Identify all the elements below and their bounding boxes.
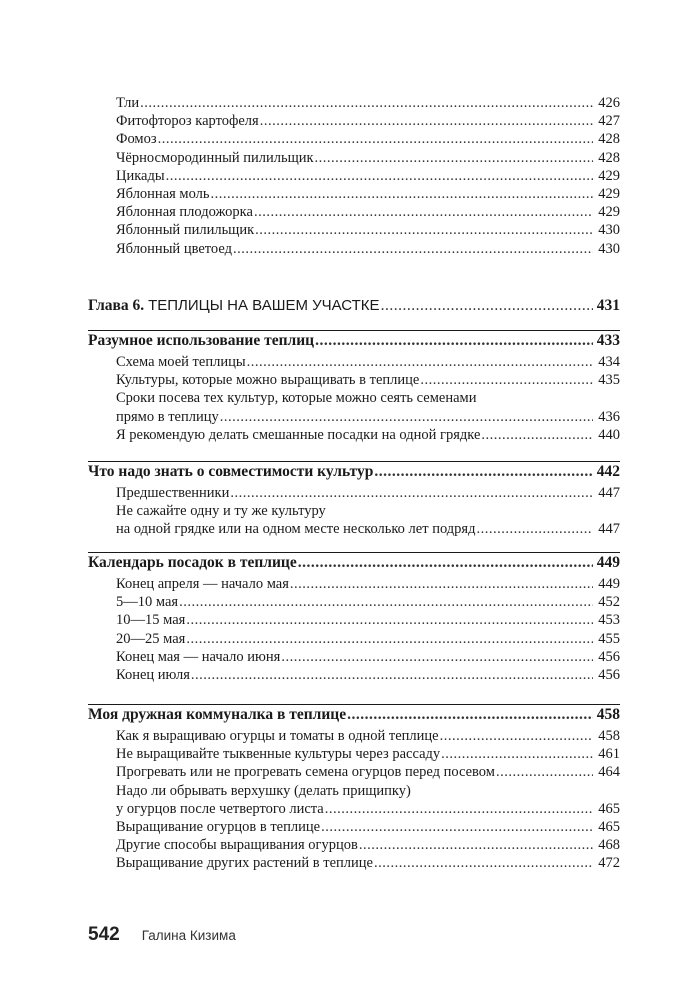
entry-title: Как я выращиваю огурцы и томаты в одной теплице xyxy=(116,728,439,744)
leader-dots xyxy=(315,331,593,351)
entry-page: 461 xyxy=(598,746,620,763)
section-title: Что надо знать о совместимости культур xyxy=(88,463,374,480)
toc-section xyxy=(88,331,620,444)
entry-page: 447 xyxy=(598,485,620,501)
leader-dots xyxy=(230,484,593,502)
leader-dots xyxy=(420,371,593,389)
entry-page: 430 xyxy=(598,240,620,257)
toc-entry[interactable] xyxy=(88,149,620,167)
entry-title: Конец апреля — начало мая xyxy=(116,576,289,592)
entry-title: Конец мая — начало июня xyxy=(116,648,281,665)
section-page: 449 xyxy=(596,554,620,571)
pest-entries xyxy=(88,94,620,258)
entry-page: 456 xyxy=(598,648,620,665)
toc-entry[interactable] xyxy=(88,130,620,148)
entry-page: 465 xyxy=(598,800,620,817)
toc-entry[interactable] xyxy=(88,484,620,502)
entry-first-line: Надо ли обрывать верхушку (делать прищипку) xyxy=(116,782,411,799)
toc-entry[interactable] xyxy=(88,745,620,763)
leader-dots xyxy=(381,296,593,316)
entry-page: 449 xyxy=(598,576,620,592)
entry-title: Яблонный пилильщик xyxy=(116,222,255,239)
entry-page: 430 xyxy=(598,222,620,239)
chapter-title: ТЕПЛИЦЫ НА ВАШЕМ УЧАСТКЕ xyxy=(148,297,380,314)
entry-title: 10—15 мая xyxy=(116,612,186,629)
leader-dots xyxy=(325,800,593,818)
leader-dots xyxy=(247,353,593,371)
leader-dots xyxy=(440,727,593,745)
section-heading[interactable] xyxy=(88,331,620,351)
entry-page: 472 xyxy=(598,855,620,872)
section-title: Календарь посадок в теплице xyxy=(88,554,297,571)
author-name: Галина Кизима xyxy=(141,928,236,943)
entry-page: 429 xyxy=(598,204,620,221)
toc-entry[interactable] xyxy=(88,167,620,185)
entry-title: Яблонная плодожорка xyxy=(116,204,253,221)
entry-page: 447 xyxy=(598,521,620,538)
entry-title: 20—25 мая xyxy=(116,630,186,647)
entry-title: 5—10 мая xyxy=(116,594,179,611)
entry-page: 468 xyxy=(598,837,620,854)
entry-page: 458 xyxy=(598,728,620,744)
entry-title: Выращивание огурцов в теплице xyxy=(116,819,321,836)
entry-page: 455 xyxy=(598,630,620,647)
leader-dots xyxy=(220,408,593,426)
entry-page: 429 xyxy=(598,167,620,184)
chapter-page: 431 xyxy=(596,297,620,314)
leader-dots xyxy=(441,745,593,763)
entry-title: Цикады xyxy=(116,167,165,184)
chapter-label xyxy=(88,296,380,316)
toc-entry[interactable] xyxy=(88,520,620,538)
chapter-number: Глава 6. xyxy=(88,297,145,314)
toc-entry[interactable] xyxy=(88,426,620,444)
leader-dots xyxy=(255,221,593,239)
chapter-heading xyxy=(88,296,620,316)
entry-title: Культуры, которые можно выращивать в теплице xyxy=(116,372,420,389)
leader-dots xyxy=(166,167,593,185)
entry-title: Яблонная моль xyxy=(116,186,210,203)
entry-page: 452 xyxy=(598,594,620,611)
entry-title: Я рекомендую делать смешанные посадки на одной грядке xyxy=(116,426,481,443)
toc-entry[interactable] xyxy=(88,630,620,648)
entry-page: 428 xyxy=(598,131,620,148)
entry-title: Тли xyxy=(116,95,140,111)
toc-entry[interactable] xyxy=(88,666,620,684)
toc-entry[interactable] xyxy=(88,763,620,781)
entry-title: Фитофтороз картофеля xyxy=(116,113,259,130)
leader-dots xyxy=(233,240,593,258)
entry-page: 456 xyxy=(598,667,620,684)
toc-entry[interactable] xyxy=(88,575,620,593)
section-page: 442 xyxy=(596,463,620,480)
section-heading[interactable] xyxy=(88,705,620,725)
section-page: 433 xyxy=(596,332,620,349)
leader-dots xyxy=(374,854,593,872)
section-title: Моя дружная коммуналка в теплице xyxy=(88,706,347,723)
page-number: 542 xyxy=(88,924,120,945)
section-heading[interactable] xyxy=(88,553,620,573)
toc-entry[interactable] xyxy=(88,408,620,426)
leader-dots xyxy=(298,553,593,573)
leader-dots xyxy=(191,666,593,684)
toc-chapter-entry[interactable] xyxy=(88,296,620,316)
entry-title: Фомоз xyxy=(116,131,157,148)
toc-entry[interactable] xyxy=(88,854,620,872)
toc-entry[interactable] xyxy=(88,648,620,666)
leader-dots xyxy=(211,185,593,203)
leader-dots xyxy=(347,705,593,725)
entry-title: Прогревать или не прогревать семена огурцов перед посевом xyxy=(116,764,495,781)
entry-page: 429 xyxy=(598,186,620,203)
toc-section xyxy=(88,462,620,539)
entry-title: Яблонный цветоед xyxy=(116,240,232,257)
entry-page: 435 xyxy=(598,372,620,389)
entry-title: на одной грядке или на одном месте несколько лет подряд xyxy=(116,521,476,538)
toc-entry[interactable] xyxy=(88,221,620,239)
leader-dots xyxy=(179,593,593,611)
entry-title: прямо в теплицу xyxy=(116,408,219,425)
entry-page: 453 xyxy=(598,612,620,629)
toc-entry[interactable] xyxy=(88,818,620,836)
entry-page: 436 xyxy=(598,408,620,425)
leader-dots xyxy=(359,836,593,854)
toc-entry[interactable] xyxy=(88,353,620,371)
toc-entry[interactable] xyxy=(88,800,620,818)
entry-title: Другие способы выращивания огурцов xyxy=(116,837,358,854)
entry-title: у огурцов после четвертого листа xyxy=(116,800,324,817)
leader-dots xyxy=(254,203,593,221)
leader-dots xyxy=(290,575,593,593)
leader-dots xyxy=(374,462,593,482)
entry-title: Схема моей теплицы xyxy=(116,354,246,370)
leader-dots xyxy=(321,818,593,836)
leader-dots xyxy=(186,630,593,648)
leader-dots xyxy=(315,149,593,167)
toc-entry[interactable] xyxy=(88,185,620,203)
leader-dots xyxy=(476,520,593,538)
entry-title: Предшественники xyxy=(116,485,230,501)
entry-page: 465 xyxy=(598,819,620,836)
entry-title: Чёрносмородинный пилильщик xyxy=(116,149,314,166)
entry-page: 427 xyxy=(598,113,620,130)
leader-dots xyxy=(481,426,593,444)
entry-page: 440 xyxy=(598,426,620,443)
section-title: Разумное использование теплиц xyxy=(88,332,315,349)
leader-dots xyxy=(140,94,593,112)
toc-entry[interactable] xyxy=(88,836,620,854)
toc-entry[interactable] xyxy=(88,240,620,258)
section-page: 458 xyxy=(596,706,620,723)
leader-dots xyxy=(496,763,593,781)
toc-entry[interactable] xyxy=(88,371,620,389)
toc-entry[interactable] xyxy=(88,94,620,112)
section-heading[interactable] xyxy=(88,462,620,482)
toc-entry[interactable] xyxy=(88,112,620,130)
entry-title: Выращивание других растений в теплице xyxy=(116,855,373,872)
entry-title: Конец июля xyxy=(116,667,190,684)
leader-dots xyxy=(158,130,593,148)
entry-page: 434 xyxy=(598,354,620,370)
leader-dots xyxy=(281,648,593,666)
toc-section xyxy=(88,553,620,684)
toc-entry[interactable] xyxy=(88,203,620,221)
entry-page: 464 xyxy=(598,764,620,781)
leader-dots xyxy=(186,611,593,629)
entry-title: Не выращивайте тыквенные культуры через рассаду xyxy=(116,746,441,763)
entry-first-line: Не сажайте одну и ту же культуру xyxy=(116,503,326,520)
entry-page: 426 xyxy=(598,95,620,111)
toc-section xyxy=(88,705,620,873)
entry-first-line: Сроки посева тех культур, которые можно сеять семенами xyxy=(116,390,477,407)
toc-entry[interactable] xyxy=(88,611,620,629)
toc-entry[interactable] xyxy=(88,727,620,745)
toc-entry[interactable] xyxy=(88,593,620,611)
entry-page: 428 xyxy=(598,149,620,166)
page-footer xyxy=(88,924,236,946)
leader-dots xyxy=(260,112,593,130)
